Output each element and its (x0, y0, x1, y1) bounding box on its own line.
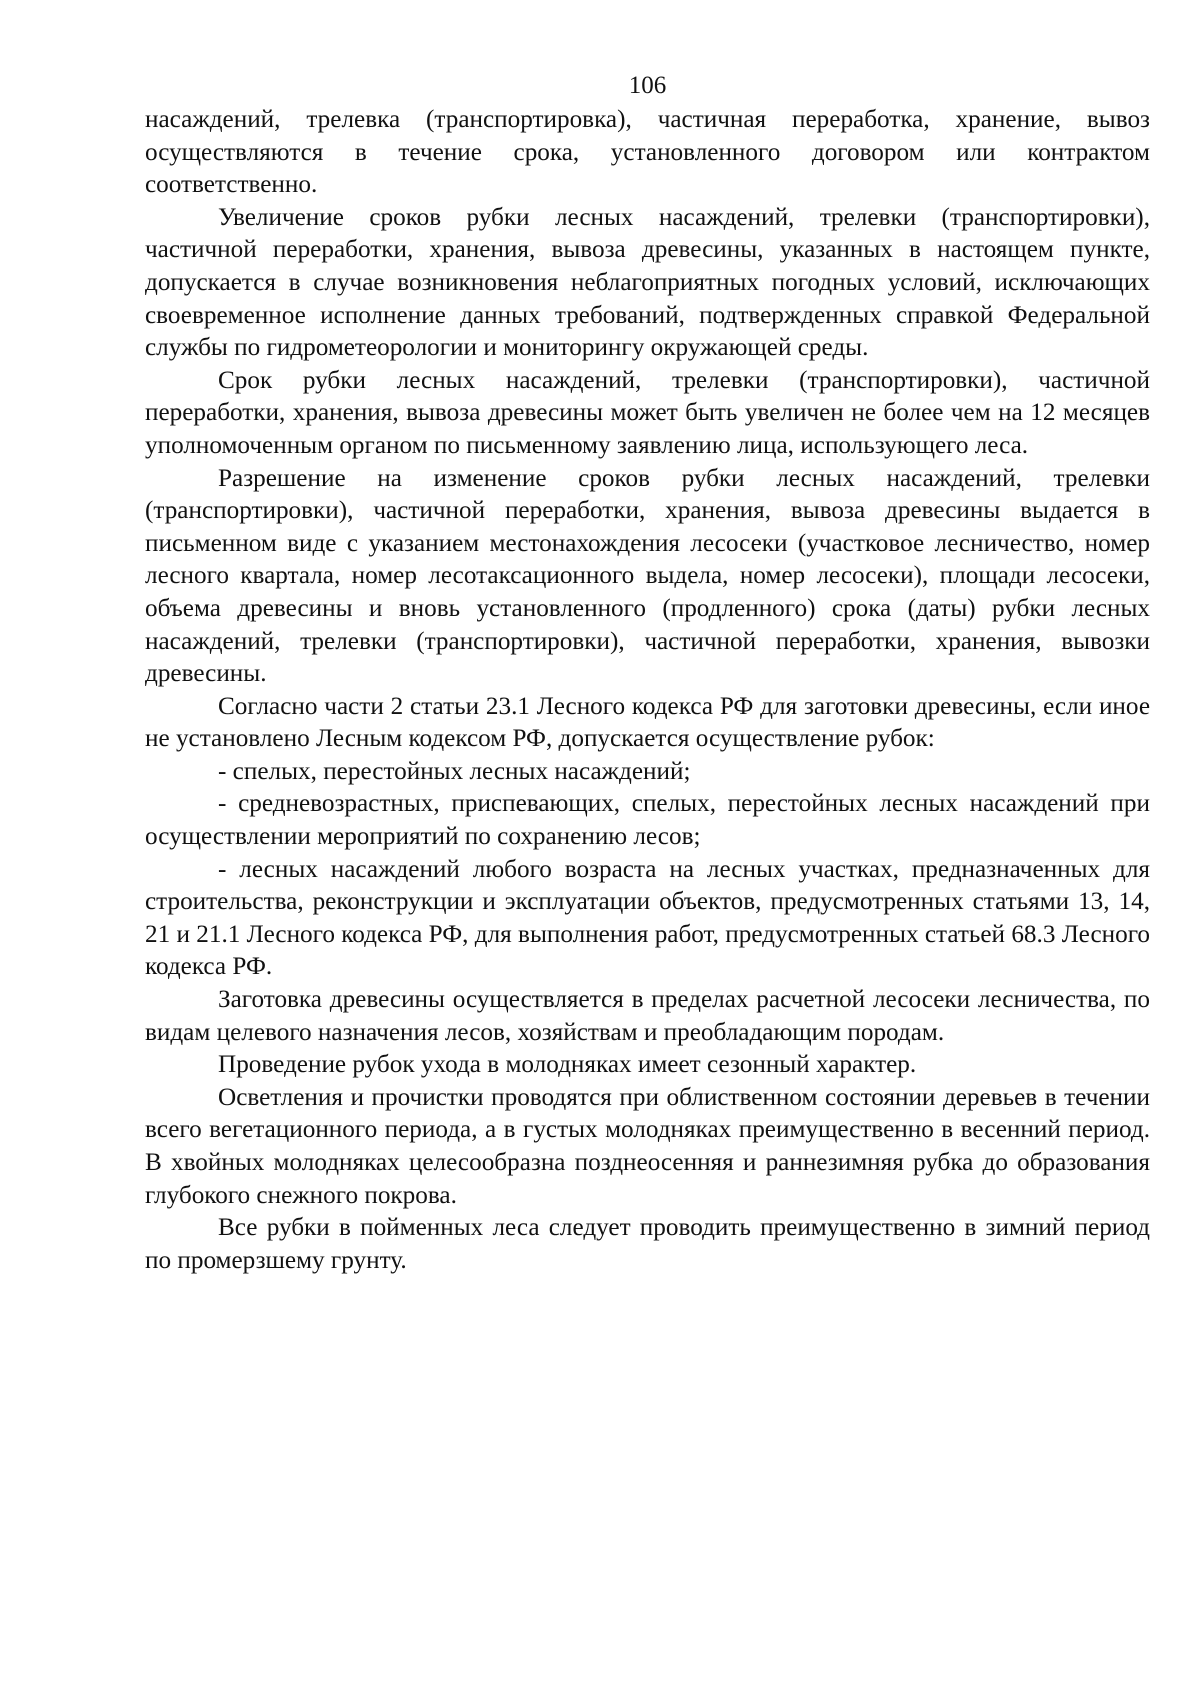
list-item-middle-aged-stands: - средневозрастных, приспевающих, спелых, перестойных лесных насаждений при осуществлении мероприятий по сохранению лесов; (145, 790, 1150, 851)
list-item-mature-stands: - спелых, перестойных лесных насаждений; (218, 757, 691, 785)
paragraph-harvesting-limits: Заготовка древесины осуществляется в пределах расчетной лесосеки лесничества, по видам целевого назначения лесов, хозяйствам и преобладающим породам. (145, 986, 1150, 1046)
paragraph-cleaning-cuts: Осветления и прочистки проводятся при облиственном состоянии деревьев в течении всего вегетационного периода, а в густых молодняках преимущественно в весенний период. В хвойных молодняках целесообразна позднеосенняя и раннезимняя рубка до образования глубокого снежного покрова. (145, 1083, 1150, 1209)
document-page (145, 70, 1150, 1277)
page-number: 106 (628, 72, 667, 99)
paragraph-forest-code-article: Согласно части 2 статьи 23.1 Лесного кодекса РФ для заготовки древесины, если иное не установлено Лесным кодексом РФ, допускается осуществление рубок: (145, 692, 1150, 753)
paragraph-floodplain-cuts: Все рубки в пойменных леса следует проводить преимущественно в зимний период по промерзшему грунту. (145, 1214, 1150, 1274)
paragraph-continuation: насаждений, трелевка (транспортировка), частичная переработка, хранение, вывоз осуществляются в течение срока, установленного договором или контрактом соответственно. (145, 106, 1150, 199)
paragraph-extension-conditions: Увеличение сроков рубки лесных насаждений, трелевки (транспортировки), частичной переработки, хранения, вывоза древесины, указанных в настоящем пункте, допускается в случае возникновения неблагоприятных погодных условий, исключающих своевременное исполнение данных требований, подтвержденных справкой Федеральной службы по гидрометеорологии и мониторингу окружающей среды. (145, 203, 1150, 362)
list-item-any-age-stands: - лесных насаждений любого возраста на лесных участках, предназначенных для строительства, реконструкции и эксплуатации объектов, предусмотренных статьями 13, 14, 21 и 21.1 Лесного кодекса РФ, для выполнения работ, предусмотренных статьей 68.3 Лесного кодекса РФ. (145, 855, 1150, 981)
paragraph-seasonal-thinning: Проведение рубок ухода в молодняках имеет сезонный характер. (218, 1051, 917, 1079)
paragraph-extension-limit: Срок рубки лесных насаждений, трелевки (транспортировки), частичной переработки, хранения, вывоза древесины может быть увеличен не более чем на 12 месяцев уполномоченным органом по письменному заявлению лица, использующего леса. (145, 366, 1150, 459)
paragraph-extension-permit: Разрешение на изменение сроков рубки лесных насаждений, трелевки (транспортировки), частичной переработки, хранения, вывоза древесины выдается в письменном виде с указанием местонахождения лесосеки (участковое лесничество, номер лесного квартала, номер лесотаксационного выдела, номер лесосеки), площади лесосеки, объема древесины и вновь установленного (продленного) срока (даты) рубки лесных насаждений, трелевки (транспортировки), частичной переработки, хранения, вывозки древесины. (145, 464, 1150, 688)
